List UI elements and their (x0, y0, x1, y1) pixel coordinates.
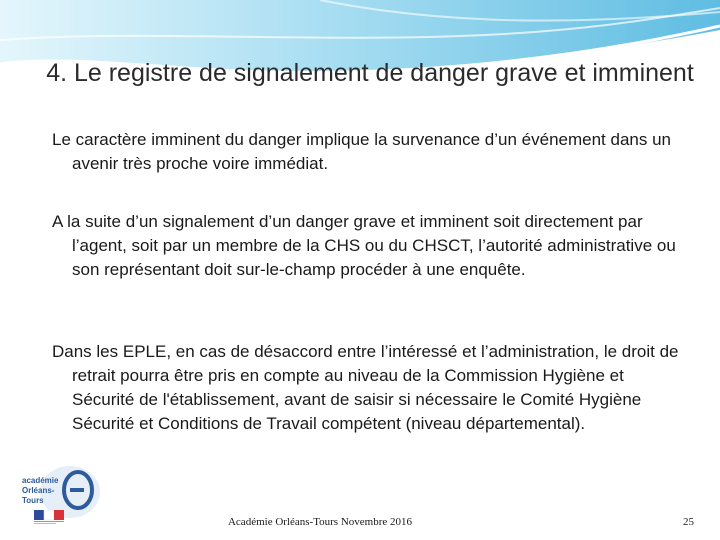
footer-text: Académie Orléans-Tours Novembre 2016 (227, 516, 413, 528)
paragraph-eple-droit-retrait: Dans les EPLE, en cas de désaccord entre l’intéressé et l’administration, le droit de retrait pourra être pris en compte au niveau de la Commission Hygiène et Sécurité de l'établissement, avant de saisir si nécessaire le Comité Hygiène Sécurité et Conditions de Travail compétent (niveau départemental). (52, 342, 679, 433)
logo-line-2: Orléans-Tours (22, 486, 55, 505)
french-republic-flag-icon (34, 510, 64, 524)
header-wave-band (0, 0, 720, 110)
slide-title: 4. Le registre de signalement de danger grave et imminent (46, 59, 694, 87)
paragraph-signalement-enquete: A la suite d’un signalement d’un danger grave et imminent soit directement par l’agent, soit par un membre de la CHS ou du CHSCT, l’autorité administrative ou son représentant doit sur-le-champ procéder à une enquête. (52, 212, 676, 279)
academie-logo-text (22, 476, 72, 506)
logo-line-1: académie (22, 476, 59, 485)
page-number: 25 (683, 516, 694, 528)
paragraph-imminent-danger: Le caractère imminent du danger implique la survenance d’un événement dans un avenir très proche voire immédiat. (52, 130, 671, 173)
